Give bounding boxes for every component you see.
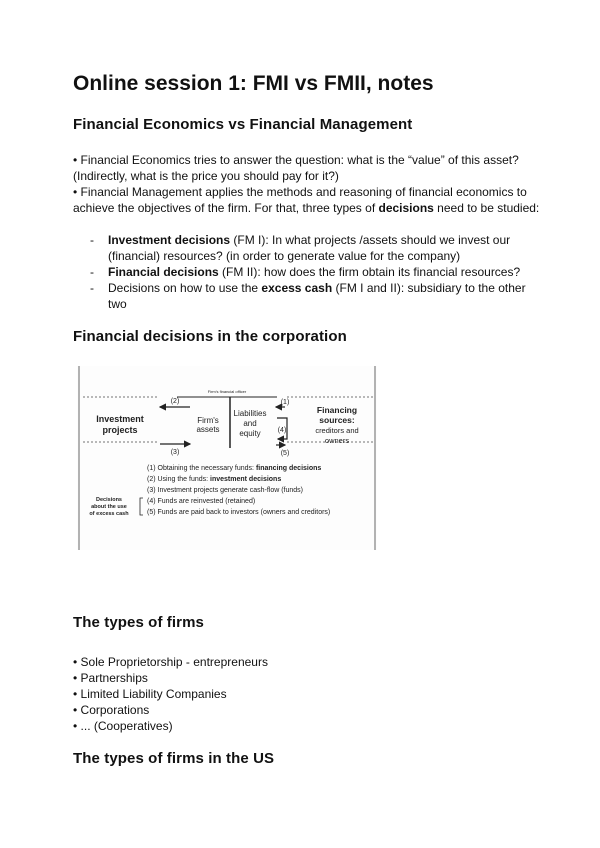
- list-item: • Sole Proprietorship - entrepreneurs: [73, 655, 268, 669]
- item-post: (FM I): In what projects /assets should we invest our (financial) resources? (in order to generate value for the company): [108, 233, 511, 263]
- investment-projects-line2: projects: [102, 425, 138, 435]
- investment-projects-line1: Investment: [96, 414, 144, 424]
- paragraph-financial-economics: • Financial Economics tries to answer the question: what is the “value” of this asset? (Indirectly, what is the price you should pay for it?): [73, 153, 519, 183]
- excess-cash-bracket: [140, 498, 143, 515]
- legend-item-1: (1) Obtaining the necessary funds: financing decisions: [147, 465, 322, 472]
- list-item-excess-cash: [90, 280, 530, 312]
- arrow-label-4: (4): [277, 427, 287, 434]
- section-heading-types-of-firms: The types of firms: [73, 614, 204, 631]
- financing-sources-line2: sources:: [319, 415, 355, 425]
- liabilities-line3: equity: [239, 429, 261, 438]
- item-bold: Investment decisions: [108, 233, 231, 247]
- para2-text-pre: • Financial Management applies the methods and reasoning of financial economics to achieve the objectives of the firm. For that, three types of: [73, 185, 527, 215]
- legend-item-4: (4) Funds are reinvested (retained): [147, 498, 256, 505]
- para2-text-bold: decisions: [378, 201, 434, 215]
- list-item-financial-decisions: [90, 264, 530, 280]
- arrow-label-3: (3): [170, 449, 180, 456]
- liabilities-line2: and: [243, 419, 257, 428]
- arrow-label-5: (5): [280, 450, 290, 457]
- arrow-label-2: (2): [170, 398, 180, 405]
- item-post: (FM II): how does the firm obtain its financial resources?: [218, 265, 521, 279]
- firms-assets-line2: assets: [196, 425, 220, 434]
- side-label-line2: about the use: [91, 504, 127, 510]
- list-item: • Limited Liability Companies: [73, 687, 227, 701]
- financing-sources-line4: owners: [324, 436, 350, 445]
- item-bold: Financial decisions: [108, 265, 219, 279]
- legend-item-3: (3) Investment projects generate cash-flow (funds): [147, 487, 304, 494]
- firms-assets-line1: Firm's: [197, 416, 219, 425]
- legend-item-2: (2) Using the funds: investment decisions: [147, 476, 282, 483]
- arrow-label-1: (1): [280, 399, 290, 406]
- side-label-line3: of excess cash: [89, 511, 129, 517]
- financial-officer-label: Firm's financial officer: [207, 389, 247, 394]
- item-pre: Decisions on how to use the: [108, 281, 262, 295]
- item-bold: excess cash: [261, 281, 333, 295]
- section-heading-fe-vs-fm: Financial Economics vs Financial Management: [73, 116, 413, 133]
- side-label-line1: Decisions: [96, 497, 122, 503]
- diagram-svg: [77, 366, 377, 550]
- legend-item-5: (5) Funds are paid back to investors (owners and creditors): [147, 509, 331, 516]
- list-dash: -: [90, 281, 94, 295]
- list-dash: -: [90, 233, 94, 247]
- page-title: Online session 1: FMI vs FMII, notes: [73, 72, 434, 95]
- paragraph-financial-management: [73, 184, 543, 216]
- financing-sources-line3: creditors and: [315, 426, 359, 435]
- liabilities-line1: Liabilities: [233, 409, 267, 418]
- para2-text-post: need to be studied:: [433, 201, 540, 215]
- list-item-investment-decisions: [90, 232, 530, 264]
- financial-decisions-diagram: [77, 366, 377, 550]
- financing-sources-line1: Financing: [316, 405, 358, 415]
- section-heading-corporation: Financial decisions in the corporation: [73, 328, 347, 345]
- section-heading-types-of-firms-us: The types of firms in the US: [73, 750, 275, 767]
- list-dash: -: [90, 265, 94, 279]
- list-item: • Corporations: [73, 703, 150, 717]
- list-item: • Partnerships: [73, 671, 148, 685]
- list-item: • ... (Cooperatives): [73, 719, 173, 733]
- item-post: (FM I and II): subsidiary to the other two: [108, 281, 526, 311]
